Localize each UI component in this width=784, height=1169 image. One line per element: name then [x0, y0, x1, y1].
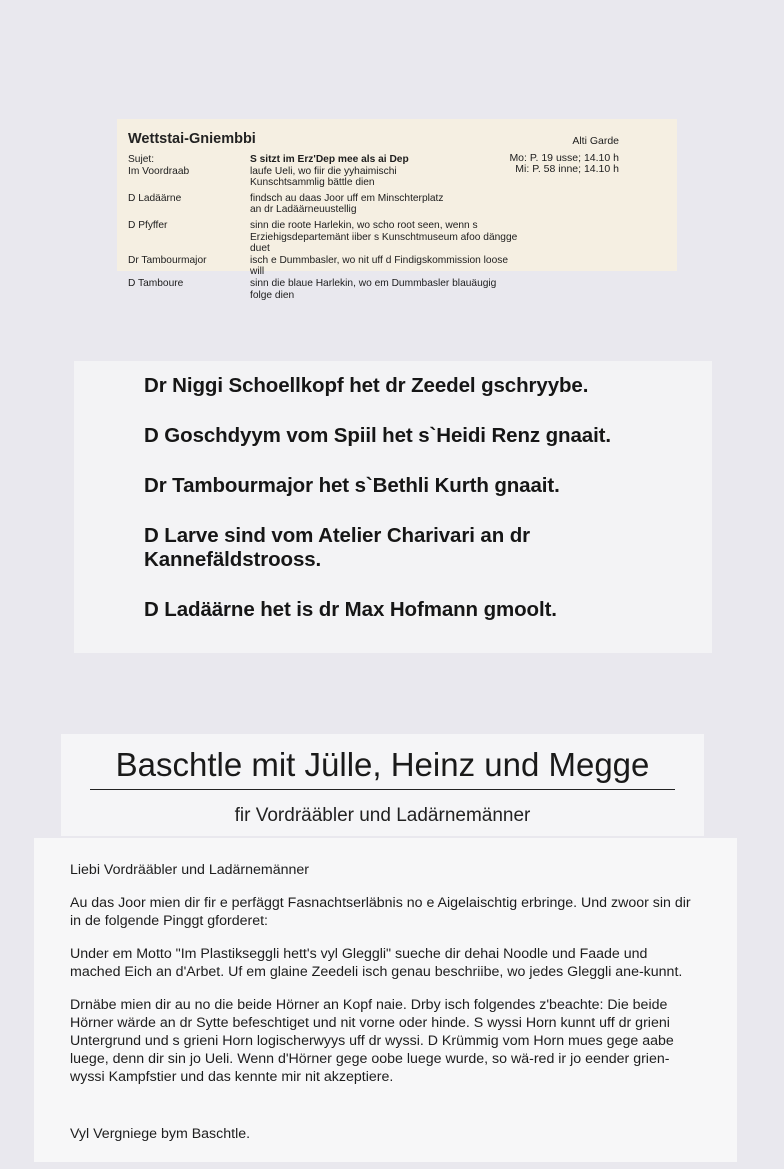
letter-paragraph: Under em Motto "Im Plastiksеggli hett's vyl Gleggli" sueche dir dehai Noodle und Faade und mached Eich an d'Arbet. Uf em glaine Zeedeli isch genau beschriibe, wo jedes Gleggli ane-kunnt. — [70, 946, 683, 980]
cast-label: Dr Tambourmajor — [128, 254, 207, 266]
credit-line: D Larve sind vom Atelier Charivari an dr Kannefäldstrooss. — [144, 524, 531, 571]
cast-row — [128, 204, 518, 216]
cast-text: Kunschtsammlig bättle dien — [250, 177, 375, 189]
schedule-wednesday: Mi: P. 58 inne; 14.10 h — [515, 163, 619, 175]
cast-text: Erziehigsdepartemänt iiber s Kunschtmuseum afoo dängge duet — [250, 231, 518, 255]
cast-clipping — [117, 119, 677, 301]
cast-row — [128, 278, 518, 301]
cast-label — [128, 232, 250, 255]
letter-paragraph: Drnäbe mien dir au no die beide Hörner an Kopf naie. Drby isch folgendes z'beachte: Die beide Hörner wärde an dr Sytte befeschtiget und nit vorne oder hinde. S wyssi Horn kunnt uff dr grieni Untergrund und s grieni Horn logischerwyys uff dr wyssi. D Krümmig vom Horn mues gege aabe luege, denn dir sin jo Ueli. Wenn d'Hörner gege oobe luege wurde, so wä-red ir jo eender grien-wyssi Kampfstier und das kennte mir nit akzeptiere. — [70, 997, 674, 1085]
heading-title: Baschtle mit Jülle, Heinz und Megge — [115, 746, 650, 783]
credit-line: Dr Niggi Schoellkopf het dr Zeedel gschryybe. — [144, 374, 589, 397]
letter-clipping — [34, 838, 737, 1162]
cast-row — [128, 166, 518, 178]
cast-text: an dr Ladäärneuustellig — [250, 204, 357, 216]
cast-label — [128, 177, 250, 189]
cast-row — [128, 154, 518, 166]
cast-row — [128, 193, 518, 205]
cast-row — [128, 220, 518, 232]
cast-label: Im Voordraab — [128, 165, 190, 177]
cast-text: findsch au daas Joor uff em Minschterplatz — [250, 192, 444, 204]
cast-label: Sujet: — [128, 154, 155, 165]
clipping-title: Wettstai-Gniembbi — [128, 131, 256, 147]
cast-row — [128, 177, 518, 189]
cast-text: isch e Dummbasler, wo nit uff d Findigskommission loose will — [250, 254, 508, 278]
heading-clipping — [61, 734, 704, 836]
cast-rows — [128, 154, 518, 301]
cast-row — [128, 232, 518, 255]
cast-label: D Tamboure — [128, 277, 184, 289]
heading-subtitle: fir Vordrääbler und Ladärnemänner — [234, 805, 531, 826]
schedule-monday: Mo: P. 19 usse; 14.10 h — [509, 152, 619, 164]
credit-line: Dr Tambourmajor het s`Bethli Kurth gnaait. — [144, 474, 560, 497]
letter-paragraph: Au das Joor mien dir fir e perfäggt Fasnachtserläbnis no e Aigelaischtig erbringe. Und zwoor sin dir in de folgende Pinggt gforderet: — [70, 895, 691, 929]
credits-clipping — [74, 361, 712, 653]
cast-row — [128, 255, 518, 278]
credit-line: D Ladäärne het is dr Max Hofmann gmoolt. — [144, 598, 557, 621]
group-name: Alti Garde — [572, 135, 619, 147]
credit-line: D Goschdyym vom Spiil het s`Heidi Renz gnaait. — [144, 424, 611, 447]
cast-text: S sitzt im Erz'Dep mee als ai Dep — [250, 154, 409, 165]
cast-text: sinn die roote Harlekin, wo scho root seen, wenn s — [250, 219, 478, 231]
cast-label: D Ladäärne — [128, 192, 182, 204]
cast-text: sinn die blaue Harlekin, wo em Dummbasler blauäugig folge dien — [250, 277, 497, 301]
cast-label: D Pfyffer — [128, 219, 168, 231]
cast-text: laufe Ueli, wo fiir die yyhaimischi — [250, 165, 397, 177]
heading-underline — [90, 789, 675, 790]
letter-greeting: Liebi Vordrääbler und Ladärnemänner — [70, 862, 309, 878]
cast-label — [128, 204, 250, 216]
letter-closing: Vyl Vergniege bym Baschtle. — [70, 1126, 251, 1142]
